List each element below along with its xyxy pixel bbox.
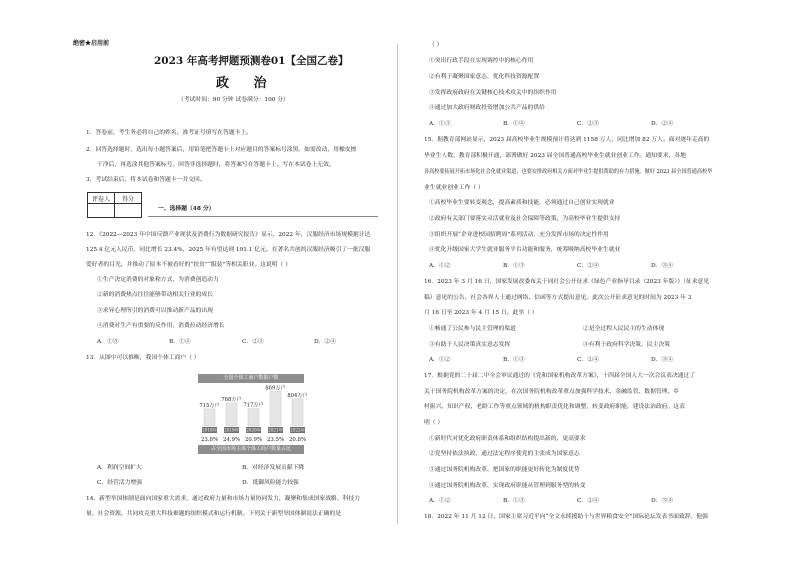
answer-choice-b[interactable]: B．对经济发展贡献下降 <box>242 465 305 471</box>
answer-choice-b[interactable]: B．①④ <box>503 121 525 127</box>
instruction-line: 2．回答选择题时，选出每小题答案后，用铅笔把答题卡上对应题目的答案标号涂黑。如需改动，用橡皮擦 <box>86 147 357 153</box>
instruction-line: 3．考试结束后，将本试卷和答题卡一并交回。 <box>86 177 206 183</box>
answer-choice-d[interactable]: D．②④ <box>314 339 337 345</box>
option-line: ②党坚持依法执政，通过法定程序使党的主张成为国家意志 <box>429 451 580 457</box>
question-18-stem: 18．2022 年 11 月 12 日，国家主席习近平向“全文永续援助十与世界粮食安全”国际论坛发表书面致辞。他强 <box>424 514 708 520</box>
question-stem-line: 业生就业创业工作（ ） <box>424 185 484 191</box>
question-14-stem: 14．新型举国体制是面向国家重大需求，通过政府力量和市场力量协同发力，凝聚和集成国家战略、科技力 <box>86 496 361 502</box>
question-stem-line: 16．2023 年 3 月 16 日，国家发展改委布关于同社会公开征求《绿色产业指导目录（2023 年版）》（征求意见 <box>424 279 710 285</box>
chart-value-label: 804万户 <box>287 392 308 399</box>
question-stem-line: 明（ ） <box>424 420 444 426</box>
chart-category-label: 2020年 <box>246 427 261 433</box>
chart-bar <box>226 403 237 426</box>
answer-choice-a[interactable]: A．①② <box>429 357 451 363</box>
chart-category-label: 2019年 <box>224 427 239 433</box>
option-line: ①高校毕业生要转变观念，提高素质和技能，必须通过自己创业实现就业 <box>429 200 615 206</box>
score-box <box>87 192 142 218</box>
answer-choice-b[interactable]: B．①④ <box>169 339 191 345</box>
answer-choice-c[interactable]: C．经营活力增强 <box>97 480 143 486</box>
column-divider <box>397 44 398 524</box>
option-line: ②是全过程人民民主的生动体现 <box>583 326 665 332</box>
option-line: ②政府有关部门要落实灵活就业及社会保障等政策，为高校毕业生提供支持 <box>429 216 621 222</box>
household-bar-chart <box>164 374 334 456</box>
chart-value-label: 715万户 <box>199 402 220 409</box>
instruction-line: 1．答卷前，考生务必将自己的姓名、准考证号填写在答题卡上。 <box>86 130 253 136</box>
chart-share-label: 20.8% <box>288 437 307 443</box>
score-box-grader-cell[interactable] <box>88 204 115 218</box>
question-stem-line: 12．《2022—2023 年中国反馈产业现状及消费行为数据研究报告》显示，2022 年，汉服经济市场规模据计达 <box>86 232 371 238</box>
question-stem-line: 关于国务院机构改革方案的决定。在次国务院机构改革重点加强科学技术、金融监管、数据管理、乡 <box>424 389 680 395</box>
answer-choice-a[interactable]: A．①② <box>429 263 451 269</box>
option-line: ③有助于人民决策真实意志发挥 <box>429 342 511 348</box>
chart-bar <box>292 399 303 426</box>
option-line: ④有利于政府科学决策、民主决策 <box>583 342 670 348</box>
option-line: ②有利于凝聚国家意志，优化科技资源配置 <box>429 74 540 80</box>
score-box-label-score: 得分 <box>115 193 142 204</box>
question-stem-line: 各高校要拓展开拓市场化社会化就业渠道，也要安排政府相关方面对毕业生提供帮助的有力措施。做好 2023 届全国普通高校毕 <box>424 169 713 175</box>
option-line: ④优化升级国家大学生就业服务平台功能和服务，统筹吸纳高校毕业生就业 <box>429 247 621 253</box>
chart-share-label: 24.9% <box>222 437 241 443</box>
answer-choice-d[interactable]: D．②④ <box>651 121 674 127</box>
question-stem-line: 毕业生人数，教育部积极开通，部署做好 2023 届全国普通高校毕业生就业创业工作。通知要求，各地 <box>424 153 686 159</box>
answer-choice-a[interactable]: A．①③ <box>97 339 119 345</box>
question-stem-line: 125.4 亿元人民币，同比增长 23.4%，2025 年有望达到 191.1 亿元。在著名共创的汉服经济吸引了一批汉服 <box>86 247 371 253</box>
answer-choice-b[interactable]: B．①③ <box>503 263 525 269</box>
chart-share-label: 23.8% <box>200 437 219 443</box>
answer-choice-b[interactable]: B．①③ <box>503 357 525 363</box>
question-stem-line: 爱好者的目光，并推动了原本不被看好的“扶贫”“服装”等相关职业。这说明（ ） <box>86 262 291 268</box>
question-stem-line: 稿）意见的公告。社会各界人士通过网络、信函等方式提出意见。此次公开征求意见的时间为 2023 年 3 <box>424 295 692 301</box>
chart-share-label: 20.9% <box>244 437 263 443</box>
option-line: ④通过加大政府财政投资增加公共产品的供给 <box>429 105 545 111</box>
section-divider <box>148 216 378 217</box>
answer-choice-d[interactable]: D．抵御风险能力较强 <box>242 480 299 486</box>
option-line: ③组织开展“企业进校园招聘周”系列活动，充分发挥市场的决定性作用 <box>429 232 609 238</box>
chart-title: 全国个体工商户数据户数 <box>198 374 304 383</box>
question-stem-line: 17．根据党的二十届二中全会审议通过的《党和国家机构改革方案》，十四届全国人大一次会议表决通过了 <box>424 373 696 379</box>
chart-category-label: 2018年 <box>202 427 217 433</box>
answer-choice-d[interactable]: D．③④ <box>651 263 674 269</box>
option-line: ④通过国务院机构改革，实现政府职能从管理到服务型的转变 <box>429 483 586 489</box>
answer-choice-a[interactable]: A．①② <box>429 498 451 504</box>
option-line: ①畅通了公民参与民主管理的渠道 <box>429 326 516 332</box>
chart-value-label: 768万户 <box>221 396 242 403</box>
question-stem-line: 村振兴、知识产权、老龄工作等重点领域的机构职责优化和调整，转变政府职能，建设法治政府。这表 <box>424 404 685 410</box>
instruction-line: 干净后，再选涂其他答案标号。回答非选择题时，将答案写在答题卡上。写在本试卷上无效。 <box>97 162 335 168</box>
option-line: ②新的消费热点往往能够带动相关行业的成长 <box>97 292 213 298</box>
option-line: ①突出行政手段在实现调控中的核心作用 <box>429 58 534 64</box>
option-line: ①新时代对优化政府职责体系和组织结构提出新的、更高要求 <box>429 436 586 442</box>
chart-value-label: 717万户 <box>243 402 264 409</box>
answer-choice-c[interactable]: C．②③ <box>577 121 599 127</box>
question-stem-line: 15．据教育部网站显示，2023 届高校毕业生规模预计将达到 1158 万人，同比增加 82 万人。面对逐年走高的 <box>424 137 710 143</box>
answer-bracket: （ ） <box>429 42 443 48</box>
answer-choice-b[interactable]: B．①③ <box>503 498 525 504</box>
option-line: ①生产决定消费的对象和方式，为消费创造动力 <box>97 277 219 283</box>
chart-share-label: 23.5% <box>266 437 285 443</box>
chart-footnote: 占全国市场主体个体工商户数量占比 <box>198 445 304 454</box>
chart-category-label: 2022年 <box>290 427 305 433</box>
subject-title: 政 治 <box>216 76 277 91</box>
answer-choice-c[interactable]: C．②③ <box>242 339 264 345</box>
answer-choice-d[interactable]: D．③④ <box>651 498 674 504</box>
exam-title: 2023 年高考押题预测卷01【全国乙卷】 <box>154 55 349 67</box>
chart-bar <box>248 409 259 426</box>
answer-choice-c[interactable]: C．②④ <box>577 498 599 504</box>
answer-choice-a[interactable]: A．①③ <box>429 121 451 127</box>
question-13-stem: 13．从图中可以推断，我国个体工商户（ ） <box>86 355 200 361</box>
answer-choice-a[interactable]: A．利润空间扩大 <box>97 465 142 471</box>
answer-choice-c[interactable]: C．②④ <box>577 263 599 269</box>
option-line: ③发挥政府政府在关键核心技术攻关中的组织作用 <box>429 90 557 96</box>
chart-bar <box>204 409 215 426</box>
question-stem-line: 月 16 日至 2023 年 4 月 15 日。此举（ ） <box>424 310 538 316</box>
option-line: ③通过国务院机构改革，把国家的职能更好转化为制度优势 <box>429 467 580 473</box>
exam-info: （考试时间：90 分钟 试卷满分：100 分） <box>178 97 289 103</box>
option-line: ④消费对生产有重要的反作用，消费拉动经济增长 <box>97 323 225 329</box>
answer-choice-c[interactable]: C．②④ <box>577 357 599 363</box>
chart-bar <box>270 392 281 426</box>
section-title: 一、选择题（48 分） <box>158 206 215 212</box>
chart-category-label: 2021年 <box>268 427 283 433</box>
question-14-stem: 量、社会资源，共同攻克重大科技难题的组织模式和运行机制。下列关于新型举国体制说法正确的是 <box>86 511 342 517</box>
chart-plot <box>164 374 334 456</box>
seal-label: 绝密★启用前 <box>73 40 110 47</box>
score-box-score-cell[interactable] <box>115 204 142 218</box>
answer-choice-d[interactable]: D．③④ <box>651 357 674 363</box>
option-line: ③求异心理所引的消费可以推动新产品的出现 <box>97 308 213 314</box>
score-box-label-grader: 评卷人 <box>88 193 115 204</box>
chart-value-label: 869万户 <box>265 385 286 392</box>
